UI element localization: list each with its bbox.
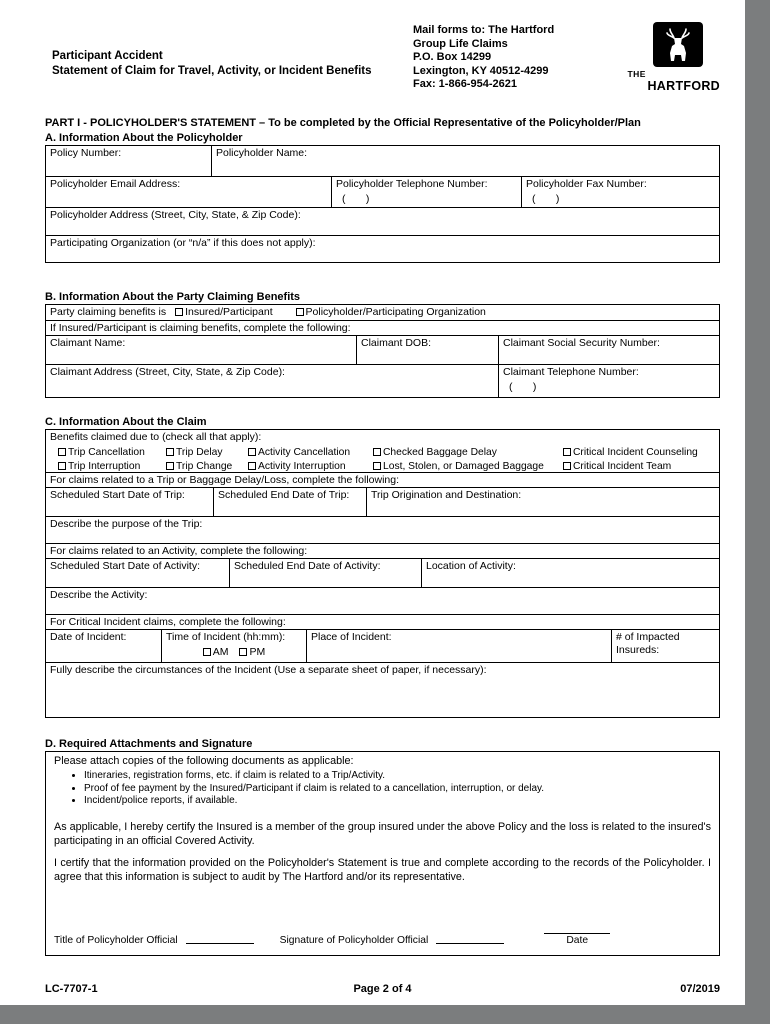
table-row bbox=[46, 146, 719, 176]
table-row bbox=[46, 543, 719, 558]
field-trip-purpose[interactable] bbox=[46, 517, 719, 543]
area-code-parens: ( ) bbox=[509, 380, 537, 393]
checkbox-critical-incident-counseling[interactable] bbox=[563, 448, 571, 456]
section-a-heading: A. Information About the Policyholder bbox=[45, 132, 243, 144]
benefits-checkbox-grid bbox=[50, 446, 715, 473]
option-trip-cancellation bbox=[58, 446, 166, 459]
title-of-official-label: Title of Policyholder Official bbox=[54, 935, 178, 946]
field-policyholder-name[interactable] bbox=[211, 146, 719, 176]
checkbox-label: Trip Interruption bbox=[68, 460, 141, 472]
instruction-text: If Insured/Participant is claiming benefits, complete the following: bbox=[50, 322, 351, 334]
checkbox-activity-cancellation[interactable] bbox=[248, 448, 256, 456]
section-b-heading: B. Information About the Party Claiming Benefits bbox=[45, 291, 301, 303]
field-label: Date of Incident: bbox=[50, 631, 127, 643]
table-row bbox=[46, 235, 719, 262]
table-row bbox=[46, 587, 719, 614]
field-label: Policyholder Address (Street, City, State, & Zip Code): bbox=[50, 209, 301, 221]
certification-paragraph-2: I certify that the information provided on the Policyholder's Statement is true and complete according to the records of the Policyholder. I agree that this information is subject to audit by The Hartford and/or its representative. bbox=[54, 856, 711, 883]
instruction-text: For claims related to a Trip or Baggage Delay/Loss, complete the following: bbox=[50, 474, 400, 486]
form-header bbox=[45, 0, 720, 93]
page-footer bbox=[45, 983, 720, 995]
checkbox-label: AM bbox=[212, 645, 229, 658]
checkbox-label: PM bbox=[249, 645, 266, 658]
field-impacted-insureds[interactable] bbox=[611, 630, 719, 662]
checkbox-label: Insured/Participant bbox=[185, 306, 273, 318]
date-signature-group bbox=[544, 933, 610, 947]
area-code-parens: ( ) bbox=[532, 192, 560, 205]
field-policy-number[interactable] bbox=[46, 146, 211, 176]
checkbox-trip-change[interactable] bbox=[166, 462, 174, 470]
field-label: Time of Incident (hh:mm): bbox=[166, 631, 286, 643]
form-title-block bbox=[45, 22, 413, 93]
checkbox-am[interactable] bbox=[203, 648, 211, 656]
checkbox-label: Checked Baggage Delay bbox=[383, 446, 497, 458]
checkbox-label: Lost, Stolen, or Damaged Baggage bbox=[383, 460, 544, 472]
official-signature-line[interactable] bbox=[436, 943, 504, 944]
logo-text-the: THE bbox=[627, 69, 646, 79]
instruction-row bbox=[46, 544, 719, 558]
field-claimant-address[interactable] bbox=[46, 365, 498, 397]
am-pm-options bbox=[166, 646, 302, 659]
field-incident-place[interactable] bbox=[306, 630, 611, 662]
field-trip-origination-destination[interactable] bbox=[366, 488, 719, 516]
instruction-row bbox=[46, 615, 719, 629]
instruction-text: For claims related to an Activity, complete the following: bbox=[50, 545, 308, 557]
instruction-row bbox=[46, 473, 719, 487]
field-label: Trip Origination and Destination: bbox=[371, 489, 522, 501]
instruction-row bbox=[46, 321, 719, 335]
checkbox-label: Trip Change bbox=[176, 460, 233, 472]
revision-date: 07/2019 bbox=[680, 983, 720, 995]
table-row bbox=[46, 614, 719, 629]
table-row bbox=[46, 207, 719, 235]
attachment-item: • Incident/police reports, if available. bbox=[84, 795, 711, 808]
option-insured-participant bbox=[175, 306, 273, 318]
checkbox-insured-participant[interactable] bbox=[175, 308, 183, 316]
checkbox-trip-delay[interactable] bbox=[166, 448, 174, 456]
field-claimant-name[interactable] bbox=[46, 336, 356, 364]
field-label: Participating Organization (or “n/a” if this does not apply): bbox=[50, 237, 316, 249]
logo-text-hartford: HARTFORD bbox=[647, 79, 720, 93]
section-c-heading: C. Information About the Claim bbox=[45, 416, 207, 428]
checkbox-checked-baggage-delay[interactable] bbox=[373, 448, 381, 456]
table-row bbox=[46, 335, 719, 364]
table-row bbox=[46, 305, 719, 320]
form-title-line1: Participant Accident bbox=[52, 50, 163, 62]
table-row bbox=[46, 516, 719, 543]
area-code-parens: ( ) bbox=[342, 192, 370, 205]
checkbox-trip-cancellation[interactable] bbox=[58, 448, 66, 456]
mail-line: Lexington, KY 40512-4299 bbox=[413, 64, 549, 77]
option-pm bbox=[239, 646, 265, 658]
mail-line: Mail forms to: The Hartford bbox=[413, 24, 555, 36]
certification-paragraph-1: As applicable, I hereby certify the Insured is a member of the group insured under the above Policy and the loss is related to the insured's participating in an official Covered Activity. bbox=[54, 820, 711, 847]
mail-line: Fax: 1-866-954-2621 bbox=[413, 78, 517, 90]
field-label: # of Impacted Insureds: bbox=[616, 631, 680, 656]
date-line[interactable] bbox=[544, 933, 610, 934]
field-label: Location of Activity: bbox=[426, 560, 516, 572]
checkbox-label: Policyholder/Participating Organization bbox=[305, 306, 486, 318]
table-row bbox=[46, 487, 719, 516]
page-number: Page 2 of 4 bbox=[353, 983, 412, 995]
option-critical-incident-team bbox=[563, 460, 715, 473]
field-label: Scheduled Start Date of Activity: bbox=[50, 560, 200, 572]
checkbox-label: Activity Interruption bbox=[258, 460, 346, 472]
option-am bbox=[203, 646, 229, 658]
table-row bbox=[46, 662, 719, 717]
field-incident-date[interactable] bbox=[46, 630, 161, 662]
form-number: LC-7707-1 bbox=[45, 983, 98, 995]
field-label: Scheduled End Date of Activity: bbox=[234, 560, 381, 572]
field-label: Describe the Activity: bbox=[50, 589, 148, 601]
part1-title: PART I - POLICYHOLDER'S STATEMENT – To be completed by the Official Representative of the Policyholder/Plan bbox=[45, 117, 641, 129]
table-row bbox=[46, 472, 719, 487]
table-row bbox=[46, 430, 719, 472]
field-policyholder-email[interactable] bbox=[46, 177, 331, 207]
option-policyholder-organization bbox=[296, 306, 486, 318]
form-title-line2: Statement of Claim for Travel, Activity, or Incident Benefits bbox=[52, 65, 372, 77]
field-label: Claimant DOB: bbox=[361, 337, 432, 349]
field-policyholder-telephone[interactable] bbox=[331, 177, 521, 207]
field-trip-start-date[interactable] bbox=[46, 488, 213, 516]
table-row bbox=[46, 558, 719, 587]
party-claiming-row bbox=[46, 305, 719, 320]
signature-of-official-label: Signature of Policyholder Official bbox=[279, 935, 429, 946]
checkbox-lost-stolen-damaged-baggage[interactable] bbox=[373, 462, 381, 470]
section-b-table bbox=[45, 304, 720, 398]
field-label: Claimant Telephone Number: bbox=[503, 366, 639, 378]
party-claiming-label: Party claiming benefits is bbox=[50, 306, 167, 318]
checkbox-critical-incident-team[interactable] bbox=[563, 462, 571, 470]
field-label: Claimant Name: bbox=[50, 337, 126, 349]
checkbox-policyholder-organization[interactable] bbox=[296, 308, 304, 316]
section-a-table bbox=[45, 145, 720, 263]
title-signature-line[interactable] bbox=[186, 943, 254, 944]
field-incident-time[interactable] bbox=[161, 630, 306, 662]
checkbox-activity-interruption[interactable] bbox=[248, 462, 256, 470]
attachments-intro: Please attach copies of the following documents as applicable: bbox=[54, 755, 354, 767]
field-trip-end-date[interactable] bbox=[213, 488, 366, 516]
section-d-box bbox=[45, 751, 720, 956]
hartford-logo bbox=[627, 22, 720, 93]
field-claimant-dob[interactable] bbox=[356, 336, 498, 364]
benefits-claimed-label: Benefits claimed due to (check all that apply): bbox=[50, 431, 262, 443]
option-trip-delay bbox=[166, 446, 248, 459]
mail-to-block bbox=[413, 22, 627, 93]
checkbox-pm[interactable] bbox=[239, 648, 247, 656]
field-claimant-telephone[interactable] bbox=[498, 365, 719, 397]
field-label: Claimant Social Security Number: bbox=[503, 337, 660, 349]
field-label: Policy Number: bbox=[50, 147, 122, 159]
table-row bbox=[46, 629, 719, 662]
field-label: Policyholder Telephone Number: bbox=[336, 178, 488, 190]
option-activity-interruption bbox=[248, 460, 373, 473]
table-row bbox=[46, 320, 719, 335]
field-label: Describe the purpose of the Trip: bbox=[50, 518, 203, 530]
checkbox-label: Critical Incident Counseling bbox=[573, 446, 698, 458]
field-label: Place of Incident: bbox=[311, 631, 392, 643]
field-policyholder-address[interactable] bbox=[46, 208, 719, 235]
stag-icon bbox=[658, 26, 698, 64]
stag-logo-box bbox=[653, 22, 703, 67]
section-d-heading: D. Required Attachments and Signature bbox=[45, 738, 253, 750]
option-trip-interruption bbox=[58, 460, 166, 473]
field-participating-organization[interactable] bbox=[46, 236, 719, 262]
checkbox-label: Trip Cancellation bbox=[68, 446, 145, 458]
field-label: Fully describe the circumstances of the Incident (Use a separate sheet of paper, if necessary): bbox=[50, 664, 487, 676]
attachment-item: • Proof of fee payment by the Insured/Participant if claim is related to a cancellation, interruption, or delay. bbox=[84, 783, 711, 796]
field-activity-end-date[interactable] bbox=[229, 559, 421, 587]
table-row bbox=[46, 176, 719, 207]
option-trip-change bbox=[166, 460, 248, 473]
checkbox-label: Critical Incident Team bbox=[573, 460, 672, 472]
benefits-claimed-cell bbox=[46, 430, 719, 472]
field-label: Claimant Address (Street, City, State, & Zip Code): bbox=[50, 366, 285, 378]
field-label: Policyholder Email Address: bbox=[50, 178, 181, 190]
option-critical-incident-counseling bbox=[563, 446, 715, 459]
mail-line: Group Life Claims bbox=[413, 37, 508, 50]
mail-line: P.O. Box 14299 bbox=[413, 51, 492, 63]
field-label: Scheduled Start Date of Trip: bbox=[50, 489, 185, 501]
instruction-text: For Critical Incident claims, complete the following: bbox=[50, 616, 286, 628]
field-activity-start-date[interactable] bbox=[46, 559, 229, 587]
field-label: Scheduled End Date of Trip: bbox=[218, 489, 350, 501]
option-lost-stolen-damaged-baggage bbox=[373, 460, 563, 473]
signature-row bbox=[54, 933, 711, 947]
checkbox-label: Activity Cancellation bbox=[258, 446, 351, 458]
date-label: Date bbox=[566, 935, 589, 946]
field-incident-circumstances[interactable] bbox=[46, 663, 719, 717]
checkbox-label: Trip Delay bbox=[176, 446, 223, 458]
field-activity-location[interactable] bbox=[421, 559, 719, 587]
field-activity-describe[interactable] bbox=[46, 588, 719, 614]
field-label: Policyholder Name: bbox=[216, 147, 308, 159]
checkbox-trip-interruption[interactable] bbox=[58, 462, 66, 470]
field-policyholder-fax[interactable] bbox=[521, 177, 719, 207]
option-activity-cancellation bbox=[248, 446, 373, 459]
section-c-table bbox=[45, 429, 720, 718]
attachments-list bbox=[54, 770, 711, 808]
table-row bbox=[46, 364, 719, 397]
attachment-item: • Itineraries, registration forms, etc. if claim is related to a Trip/Activity. bbox=[84, 770, 711, 783]
field-label: Policyholder Fax Number: bbox=[526, 178, 647, 190]
field-claimant-ssn[interactable] bbox=[498, 336, 719, 364]
option-checked-baggage-delay bbox=[373, 446, 563, 459]
